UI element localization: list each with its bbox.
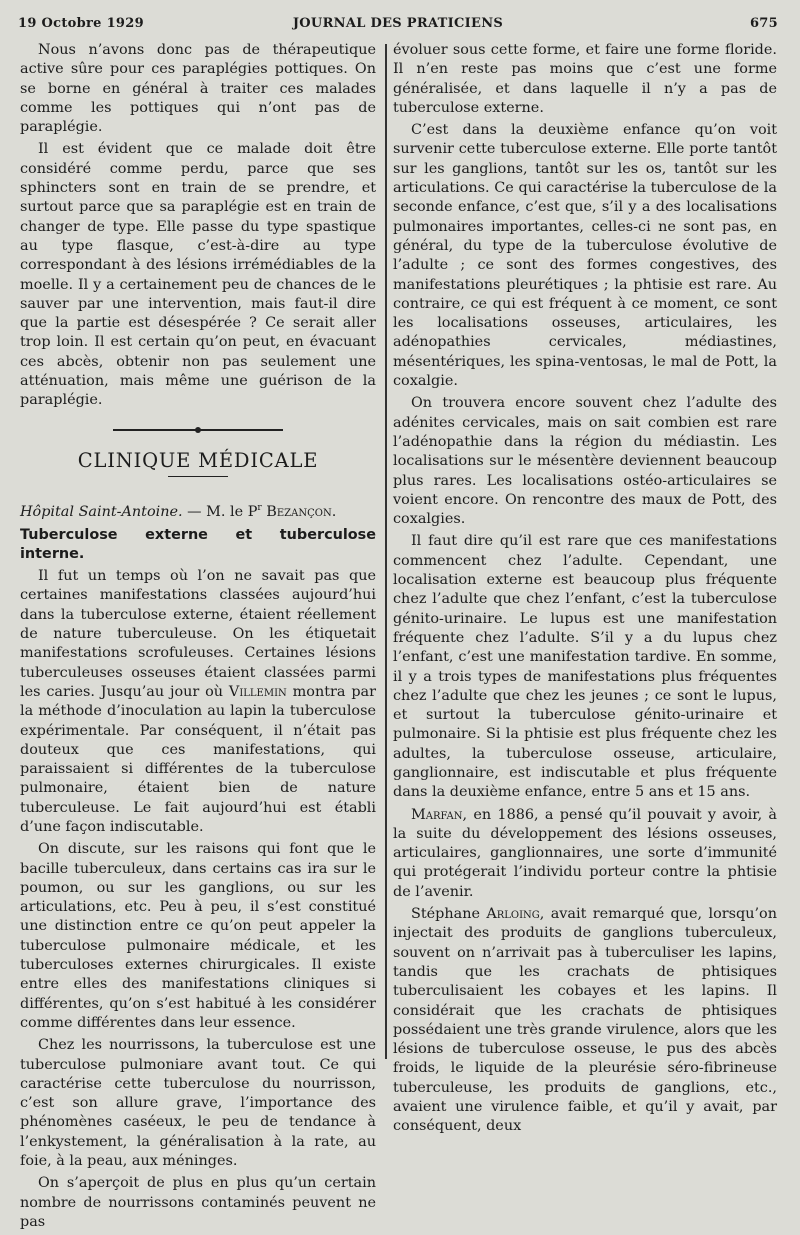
paragraph: C’est dans la deuxième enfance qu’on voit survenir cette tuberculose externe. Elle porte tantôt sur les ganglions, tantôt sur les os, tantôt sur les articulations. Ce qui caractérise la tuberculose de la seconde enfance, c’est que, s’il y a des localisations pulmonaires importantes, celles-ci ne sont pas, en général, du type de la tuberculose évolutive de l’adulte ; ce sont des formes congestives, des manifestations pleurétiques ; la phtisie est rare. Au contraire, ce qui est fréquent à ce moment, ce sont les localisations osseuses, articulaires, les adénopathies cervicales, médiastines, mésentériques, les spina-ventosas, le mal de Pott, la coxalgie. [393, 122, 777, 390]
paragraph: Nous n’avons donc pas de thérapeutique active sûre pour ces paraplégies pottiques. On se borne en général à traiter ces malades comme les pottiques qui n’ont pas de paraplégie. [20, 42, 376, 136]
hospital-line: Hôpital Saint-Antoine. — M. le $P^r$ Bezançon. [20, 503, 337, 521]
paragraph: On s’aperçoit de plus en plus qu’un certain nombre de nourrissons contaminés peuvent ne pas [20, 1175, 376, 1230]
journal-title: JOURNAL DES PRATICIENS [292, 16, 504, 31]
paragraph: évoluer sous cette forme, et faire une forme floride. Il n’en reste pas moins que c’est une forme généralisée, et dans laquelle il n’y a pas de tuberculose externe. [393, 42, 777, 116]
right-column [393, 41, 777, 1140]
left-column [20, 41, 376, 1235]
article-title: Tuberculose externe et tuberculose interne. [20, 526, 376, 562]
section-divider-ornament [113, 429, 283, 431]
paragraph: Il est évident que ce malade doit être considéré comme perdu, parce que ses sphincters sont en train de se prendre, et surtout parce que sa paraplégie est en train de changer de type. Elle passe du type spastique au type flasque, c’est-à-dire au type correspondant à des lésions irrémédiables de la moelle. Il y a certainement peu de chances de le sauver par une intervention, mais faut-il dire que la partie est désespérée ? Ce serait aller trop loin. Il est certain qu’on peut, en évacuant ces abcès, obtenir non pas seulement une atténuation, mais même une guérison de la paraplégie. [20, 141, 376, 409]
paragraph: Il faut dire qu’il est rare que ces manifestations commencent chez l’adulte. Cependant, une localisation externe est beaucoup plus fréquente chez l’adulte que chez l’enfant, c’est la tuberculose génito-urinaire. Le lupus est une manifestation fréquente chez l’adulte. S’il y a du lupus chez l’enfant, c’est une manifestation tardive. En somme, il y a trois types de manifestations plus fréquentes chez l’adulte que chez les jeunes ; ce sont le lupus, et surtout la tuberculose génito-urinaire et pulmonaire. Si la phtisie est plus fréquente chez les adultes, la tuberculose osseuse, articulaire, ganglionnaire, est indiscutable et plus fréquente dans la deuxième enfance, entre 5 ans et 15 ans. [393, 533, 777, 801]
author-name: Marfan [411, 806, 463, 823]
page-number: 675 [749, 16, 778, 31]
paragraph: Marfan, en 1886, a pensé qu’il pouvait y avoir, à la suite du développement des lésions osseuses, articulaires, ganglionnaires, une sorte d’immunité qui protégerait l’individu porteur contre la phtisie de l’avenir. [393, 806, 777, 900]
paragraph: On discute, sur les raisons qui font que le bacille tuberculeux, dans certains cas ira sur le poumon, ou sur les ganglions, ou sur les articulations, etc. Peu à peu, il s’est constitué une distinction entre ce qu’on peut appeler la tuberculose pulmonaire médicale, et les tuberculoses externes chirurgicales. Il existe entre elles des manifestations cliniques si différentes, qu’on s’est habitué à les considérer comme différentes dans leur essence. [20, 841, 376, 1031]
professor-name: Bezançon. [261, 504, 337, 521]
title-underline [168, 476, 228, 478]
page-header [18, 16, 778, 36]
paragraph: Chez les nourrissons, la tuberculose est une tuberculose pulmoniare avant tout. Ce qui caractérise cette tuberculose du nourrisson, c’est son allure grave, l’importance des phénomènes caséeux, le peu de tendance à l’enkystement, la généralisation à la rate, au foie, à la peau, aux méninges. [20, 1037, 376, 1170]
paragraph: On trouvera encore souvent chez l’adulte des adénites cervicales, mais on sait combien est rare l’adénopathie dans la région du médiastin. Les localisations sur le mésentère deviennent beaucoup plus rares. Les localisations ostéo-articulaires se voient encore. On rencontre des maux de Pott, des coxalgies. [393, 395, 777, 528]
paragraph: Stéphane Arloing, avait remarqué que, lorsqu’on injectait des produits de ganglions tuberculeux, souvent on n’arrivait pas à tuberculiser les lapins, tandis que les crachats de phtisiques tuberculisaient les cobayes et les lapins. Il considérait que les crachats de phtisiques possédaient une très grande virulence, alors que les lésions de tuberculose osseuse, le pus des abcès froids, le liquide de la pleurésie séro-fibrineuse tuberculeuse, les produits de ganglions, etc., avaient une virulence faible, et qu’il y avait, par conséquent, deux [393, 906, 777, 1135]
column-divider [385, 44, 387, 1059]
paragraph: Il fut un temps où l’on ne savait pas que certaines manifestations classées aujourd’hui dans la tuberculose externe, étaient réellement de nature tuberculeuse. On les étiquetait manifestations scrofuleuses. Certaines lésions tuberculeuses osseuses étaient classées parmi les caries. Jusqu’au jour où Villemin montra par la méthode d’inoculation au lapin la tuberculose expérimentale. Par conséquent, il n’était pas douteux que ces manifestations, qui paraissaient si différentes de la tuberculose pulmonaire, étaient bien de nature tuberculeuse. Le fait aujourd’hui est établi d’une façon indiscutable. [20, 568, 376, 835]
issue-date: 19 Octobre 1929 [18, 16, 144, 31]
author-name: Arloing [486, 906, 540, 923]
hospital-name: Hôpital Saint-Antoine. [20, 504, 183, 521]
author-name: Villemin [228, 683, 287, 700]
section-title: CLINIQUE MÉDICALE [77, 448, 319, 472]
